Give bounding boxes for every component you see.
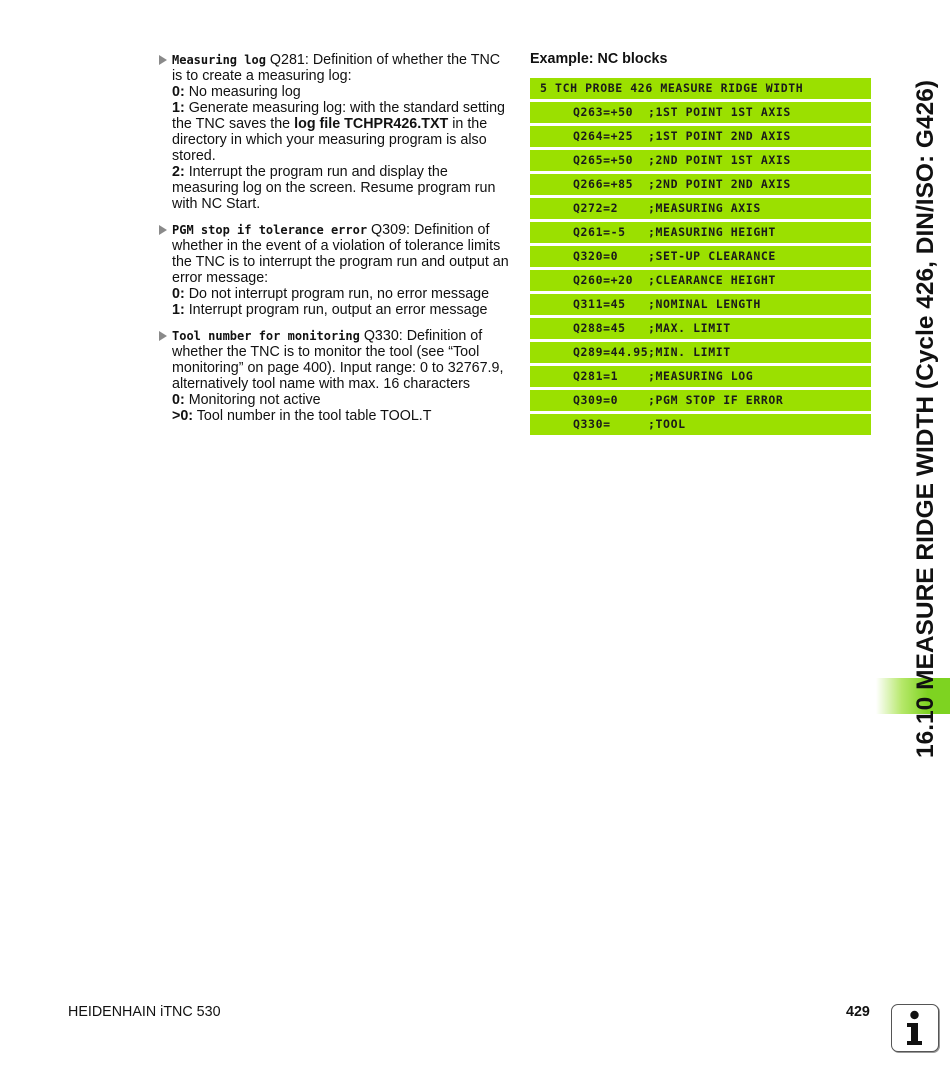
- option-key: 1:: [172, 100, 185, 116]
- triangle-bullet-icon: [159, 55, 167, 65]
- parameter-name: Tool number for monitoring: [172, 329, 360, 343]
- nc-parameter: Q311=45: [573, 297, 626, 311]
- nc-parameter: Q281=1: [573, 369, 619, 383]
- parameter-list: [158, 52, 514, 434]
- nc-comment: ;1ST POINT 1ST AXIS: [648, 105, 791, 119]
- nc-block-row: [530, 126, 871, 147]
- nc-comment: ;2ND POINT 2ND AXIS: [648, 177, 791, 191]
- option-text: Do not interrupt program run, no error message: [184, 286, 490, 302]
- footer-product: HEIDENHAIN iTNC 530: [68, 1004, 221, 1020]
- option-key: 0:: [172, 286, 185, 302]
- nc-block-list: [530, 102, 871, 435]
- nc-parameter: Q330=: [573, 417, 611, 431]
- nc-block-row: [530, 198, 871, 219]
- nc-comment: ;TOOL: [648, 417, 686, 431]
- nc-parameter: Q309=0: [573, 393, 619, 407]
- nc-parameter: Q272=2: [573, 201, 619, 215]
- nc-parameter: Q266=+85: [573, 177, 634, 191]
- option-line: [172, 408, 514, 424]
- parameter-name: PGM stop if tolerance error: [172, 223, 368, 237]
- option-text: Monitoring not active: [184, 392, 321, 408]
- nc-parameter: Q264=+25: [573, 129, 634, 143]
- nc-comment: ;2ND POINT 1ST AXIS: [648, 153, 791, 167]
- example-title: Example: NC blocks: [530, 51, 668, 67]
- triangle-bullet-icon: [159, 225, 167, 235]
- nc-block-row: [530, 366, 871, 387]
- parameter-item: [158, 52, 514, 212]
- option-line: [172, 302, 514, 318]
- option-text: No measuring log: [184, 84, 301, 100]
- nc-parameter: Q263=+50: [573, 105, 634, 119]
- option-line: [172, 164, 514, 212]
- nc-comment: ;NOMINAL LENGTH: [648, 297, 761, 311]
- nc-parameter: Q320=0: [573, 249, 619, 263]
- nc-comment: ;SET-UP CLEARANCE: [648, 249, 776, 263]
- option-line: [172, 392, 514, 408]
- nc-comment: ;MAX. LIMIT: [648, 321, 731, 335]
- nc-block-row: [530, 414, 871, 435]
- option-text: Interrupt the program run and display the measuring log on the screen. Resume program run with NC Start.: [172, 164, 496, 212]
- option-text: Tool number in the tool table TOOL.T: [193, 408, 432, 424]
- nc-parameter: Q289=44.95: [573, 345, 649, 359]
- nc-parameter: Q261=-5: [573, 225, 626, 239]
- nc-parameter: Q288=45: [573, 321, 626, 335]
- option-line: [172, 286, 514, 302]
- option-key: 2:: [172, 164, 185, 180]
- nc-block-row: [530, 174, 871, 195]
- nc-parameter: Q260=+20: [573, 273, 634, 287]
- nc-block-row: [530, 222, 871, 243]
- option-key: 0:: [172, 392, 185, 408]
- nc-comment: ;PGM STOP IF ERROR: [648, 393, 784, 407]
- option-bold-text: log file TCHPR426.TXT: [294, 116, 449, 132]
- nc-block-header: 5 TCH PROBE 426 MEASURE RIDGE WIDTH: [530, 78, 871, 99]
- option-key: >0:: [172, 408, 194, 424]
- option-line: [172, 100, 514, 164]
- parameter-description: Q309: Definition of whether in the event of a violation of tolerance limits the TNC is to interrupt the program run and output an error message:: [172, 222, 509, 286]
- nc-comment: ;MEASURING HEIGHT: [648, 225, 776, 239]
- parameter-description: Q330: Definition of whether the TNC is to monitor the tool (see “Tool monitoring” on page 400). Input range: 0 to 32767.9, alternatively tool name with max. 16 characters: [172, 328, 504, 392]
- nc-block-row: [530, 318, 871, 339]
- parameter-name: Measuring log: [172, 53, 266, 67]
- option-text: Interrupt program run, output an error message: [184, 302, 488, 318]
- nc-block-row: [530, 150, 871, 171]
- option-key: 0:: [172, 84, 185, 100]
- parameter-item: [158, 328, 514, 424]
- page-number: 429: [846, 1004, 870, 1020]
- nc-block-row: [530, 246, 871, 267]
- nc-parameter: Q265=+50: [573, 153, 634, 167]
- info-icon: [891, 1004, 939, 1052]
- option-line: [172, 84, 514, 100]
- nc-comment: ;MEASURING AXIS: [648, 201, 761, 215]
- triangle-bullet-icon: [159, 331, 167, 341]
- nc-block-row: [530, 270, 871, 291]
- nc-comment: ;MIN. LIMIT: [648, 345, 731, 359]
- option-text-tail: in the directory in which your measuring program is also stored.: [172, 116, 488, 164]
- option-key: 1:: [172, 302, 185, 318]
- option-text: Generate measuring log: with the standard setting the TNC saves the: [172, 100, 505, 132]
- nc-block-row: [530, 390, 871, 411]
- parameter-description: Q281: Definition of whether the TNC is to create a measuring log:: [172, 52, 501, 84]
- nc-example: [530, 50, 871, 438]
- nc-block-row: [530, 342, 871, 363]
- nc-block-row: [530, 294, 871, 315]
- nc-block-row: [530, 102, 871, 123]
- nc-comment: ;MEASURING LOG: [648, 369, 754, 383]
- nc-comment: ;1ST POINT 2ND AXIS: [648, 129, 791, 143]
- side-chapter-title: 16.10 MEASURE RIDGE WIDTH (Cycle 426, DIN/ISO: G426): [912, 79, 939, 758]
- nc-comment: ;CLEARANCE HEIGHT: [648, 273, 776, 287]
- parameter-item: [158, 222, 514, 318]
